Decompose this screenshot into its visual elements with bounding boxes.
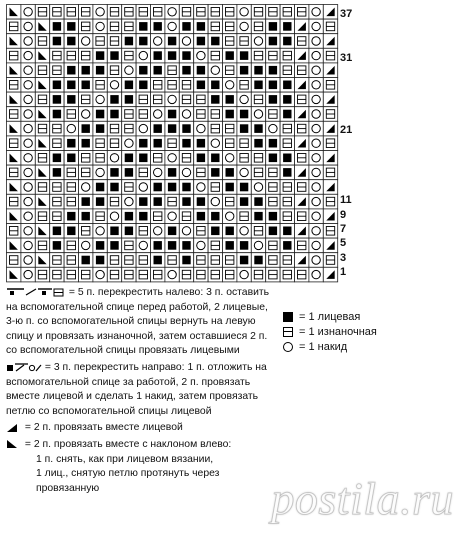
knit-mark [96,183,104,192]
chart-cell [21,238,35,253]
knit-mark [211,37,219,46]
knit-mark [283,22,291,31]
knit-mark [211,212,219,221]
knit-mark [154,51,162,60]
chart-cell [165,92,179,107]
knit-mark [211,95,219,104]
knit-mark [182,51,190,60]
row-number: 31 [340,52,353,64]
chart-cell [21,180,35,195]
knit-mark [125,95,133,104]
knit-mark [154,197,162,206]
chart-cell [309,48,323,63]
knit-mark [283,168,291,177]
chart-cell [107,151,121,166]
row-number: 11 [340,194,352,206]
chart-cell [136,48,150,63]
knit-mark [240,183,248,192]
knit-mark [96,241,104,250]
knit-mark [182,66,190,75]
knit-mark [283,81,291,90]
knit-mark [154,256,162,265]
chart-cell [323,63,337,78]
chart-cell [323,267,337,282]
knit-mark [254,81,262,90]
chart-cell [151,34,165,49]
chart-cell [21,34,35,49]
chart-cell [309,238,323,253]
knit-mark [197,37,205,46]
note-cross-left-head: = 5 п. перекрестить налево: 3 п. [68,287,224,298]
knit-mark [168,110,176,119]
row-number: 3 [340,252,347,264]
chart-cell [79,180,93,195]
knit-mark [96,51,104,60]
chart-cell [223,78,237,93]
knit-mark [139,37,147,46]
knit-mark [82,197,90,206]
knit-mark [269,95,277,104]
knit-mark [254,66,262,75]
knit-mark [240,110,248,119]
knit-mark [154,124,162,133]
knit-mark [269,37,277,46]
knit-mark [254,197,262,206]
chart-cell [179,34,193,49]
knit-mark [82,256,90,265]
cross-right-icon [6,362,42,372]
knit-mark [139,154,147,163]
knit-icon [283,312,293,322]
chart-cell [237,92,251,107]
chart-cell [122,194,136,209]
knit-mark [197,212,205,221]
chart-cell [165,5,179,20]
knit-mark [125,212,133,221]
chart-cell [93,5,107,20]
knit-mark [182,124,190,133]
legend-yo [283,340,453,354]
chart-cell [122,136,136,151]
row-number: 7 [340,223,347,235]
knit-mark [269,139,277,148]
knit-mark [110,227,118,236]
chart-cell [165,19,179,34]
chart-cell [251,34,265,49]
knit-mark [269,22,277,31]
knit-mark [197,81,205,90]
knit-mark [82,139,90,148]
knit-mark [197,139,205,148]
chart-cell [309,165,323,180]
chart-cell [251,180,265,195]
knit-mark [67,22,75,31]
chart-cell [21,78,35,93]
note-cross-right [6,361,278,419]
chart-cell [107,209,121,224]
knit-mark [154,183,162,192]
chart-cell [136,180,150,195]
chart-cell [107,78,121,93]
chart-cell [21,107,35,122]
knit-mark [197,154,205,163]
chart-cell [93,267,107,282]
note-ssk [6,438,278,496]
knit-mark [197,197,205,206]
note-ssk-line2: 1 лиц., снятую петлю протянуть через [36,468,220,480]
note-cross-right-body: на вспомогательной спице за работой, 2 п. провязать вместе лицевой и сделать 1 накид, затем провязать петлю со вспомогательной спицы лицевой [6,361,267,417]
chart-cell [309,180,323,195]
chart-cell [21,194,35,209]
knit-mark [182,139,190,148]
knit-mark [197,22,205,31]
knit-mark [53,241,61,250]
knit-mark [168,124,176,133]
note-cross-left [6,286,278,359]
knit-mark [168,51,176,60]
knit-mark [110,241,118,250]
knit-mark [240,124,248,133]
note-ssk-head: = 2 п. провязать вместе с наклоном влево: [24,438,232,450]
knit-mark [226,168,234,177]
note-cross-right-head: = 3 п. перекрестить направо: 1 п. отложить [44,361,253,373]
note-ssk-line1: 1 п. снять, как при лицевом вязании, [36,453,214,465]
knit-mark [110,95,118,104]
chart-cell [194,48,208,63]
knit-mark [254,256,262,265]
chart-cell [237,267,251,282]
knit-mark [240,241,248,250]
row-number: 37 [340,8,353,20]
chart-cell [79,34,93,49]
knit-mark [168,241,176,250]
legend-purl-label: = 1 изнаночная [299,326,377,338]
chart-cell [251,107,265,122]
chart-cell [7,267,21,282]
chart-cell [136,121,150,136]
chart-cell [21,19,35,34]
knit-mark [139,81,147,90]
knit-mark [53,37,61,46]
knit-mark [96,66,104,75]
cross-left-icon [6,287,66,297]
knit-mark [269,154,277,163]
knit-mark [67,154,75,163]
chart-cell [309,209,323,224]
chart-cell [309,19,323,34]
legend-yo-label: = 1 накид [299,341,348,353]
legend-knit-label: = 1 лицевая [299,311,361,323]
chart-cell [323,92,337,107]
knit-mark [96,256,104,265]
chart-cell [309,34,323,49]
knit-mark [269,81,277,90]
chart-cell [309,224,323,239]
chart-cell [251,238,265,253]
knit-mark [226,51,234,60]
chart-cell [237,224,251,239]
knit-mark [226,241,234,250]
knit-mark [125,37,133,46]
watermark-logo: postila.ru [271,473,454,524]
knit-mark [283,37,291,46]
knit-mark [96,124,104,133]
chart-cell [21,224,35,239]
knit-mark [226,183,234,192]
chart-cell [309,253,323,268]
knit-mark [182,22,190,31]
chart-cell [237,5,251,20]
knit-mark [96,110,104,119]
chart-cell [237,19,251,34]
chart-cell [266,121,280,136]
knit-mark [139,66,147,75]
chart-cell [194,238,208,253]
chart-cell [93,224,107,239]
knit-mark [139,22,147,31]
knit-mark [283,95,291,104]
chart-cell [165,209,179,224]
knit-mark [53,227,61,236]
knit-mark [82,66,90,75]
chart-cell [64,121,78,136]
knit-mark [269,212,277,221]
knit-mark [53,154,61,163]
row-number: 5 [340,237,347,249]
chart-cell [79,107,93,122]
row-number: 21 [340,124,353,136]
knit-mark [67,37,75,46]
knit-mark [240,66,248,75]
note-cross-left-body: оставить на вспомогательной спице перед работой, 2 лицевые, 3-ю п. со вспомогательной спицы вернуть на левую спицу и провязать изнаночной, затем оставшиеся 2 п. со вспомогательной спицы провязать лицевыми [6,287,270,357]
knit-mark [211,168,219,177]
knit-mark [283,227,291,236]
chart-cell [194,121,208,136]
knit-mark [182,241,190,250]
knit-mark [182,183,190,192]
chart-cell [151,165,165,180]
chart-cell [179,107,193,122]
chart-cell [208,63,222,78]
chart-cell [208,194,222,209]
knit-mark [53,81,61,90]
chart-cell [21,92,35,107]
chart-cell [7,63,21,78]
knit-mark [254,139,262,148]
legend-notes [6,286,278,498]
yarn-over-icon [283,342,293,352]
knit-mark [110,183,118,192]
knit-mark [283,241,291,250]
chart-cell [151,107,165,122]
chart-cell [21,63,35,78]
knit-mark [240,197,248,206]
knit-mark [110,110,118,119]
knit-mark [125,227,133,236]
chart-cell [309,121,323,136]
knit-mark [53,95,61,104]
chart-cell [165,267,179,282]
knit-mark [67,212,75,221]
chart-cell [237,165,251,180]
knit-mark [197,66,205,75]
chart-cell [309,107,323,122]
knit-mark [82,81,90,90]
chart-cell [21,136,35,151]
chart-cell [165,151,179,166]
knit-mark [53,168,61,177]
chart-cell [21,209,35,224]
knit-mark [67,139,75,148]
knit-mark [125,168,133,177]
chart-cell [93,165,107,180]
chart-cell [136,238,150,253]
knit-mark [96,197,104,206]
knitting-chart [6,4,340,284]
chart-cell [223,209,237,224]
knit-mark [226,110,234,119]
chart-cell [7,92,21,107]
knit-mark [269,227,277,236]
knit-mark [226,227,234,236]
knit-mark [154,66,162,75]
symbol-legend [283,310,453,355]
chart-cell [208,136,222,151]
note-k2tog-text: = 2 п. провязать вместе лицевой [24,422,183,434]
knit-mark [53,22,61,31]
chart-cell [79,238,93,253]
knit-mark [82,212,90,221]
chart-cell [179,224,193,239]
knit-mark [67,95,75,104]
chart-cell [309,63,323,78]
chart-cell [93,92,107,107]
chart-cell [309,5,323,20]
knit-mark [226,95,234,104]
row-number: 1 [340,266,347,278]
knit-mark [182,197,190,206]
knit-mark [82,124,90,133]
chart-cell [93,19,107,34]
chart-cell [21,5,35,20]
knit-mark [211,154,219,163]
chart-cell [122,63,136,78]
chart-cell [309,151,323,166]
knit-mark [139,212,147,221]
knit-mark [211,81,219,90]
chart-cell [35,48,49,63]
knit-mark [67,81,75,90]
chart-cell [21,165,35,180]
ssk-icon [6,439,22,449]
knit-mark [254,124,262,133]
chart-cell [21,151,35,166]
knit-mark [67,227,75,236]
chart-cell [309,267,323,282]
knit-mark [67,66,75,75]
knit-mark [168,37,176,46]
purl-icon [283,327,293,337]
legend-purl [283,325,453,339]
chart-cell [309,92,323,107]
knit-mark [139,139,147,148]
chart-cell [179,165,193,180]
note-ssk-line3: провязанную [36,482,100,494]
knit-mark [269,66,277,75]
chart-cell [21,121,35,136]
legend-knit [283,310,453,324]
knit-mark [139,197,147,206]
knit-mark [240,256,248,265]
chart-cell [151,224,165,239]
knit-mark [254,212,262,221]
chart-cell [21,48,35,63]
chart-cell [21,253,35,268]
knit-mark [240,51,248,60]
chart-cell [194,180,208,195]
chart-cell [309,78,323,93]
k2tog-icon [6,423,22,433]
knit-mark [154,22,162,31]
knit-mark [168,183,176,192]
knit-mark [211,227,219,236]
knit-mark [283,154,291,163]
chart-cell [21,267,35,282]
knit-mark [154,241,162,250]
knit-mark [168,227,176,236]
knit-mark [125,154,133,163]
knit-mark [154,139,162,148]
row-number: 9 [340,209,347,221]
knit-mark [53,110,61,119]
knit-mark [110,168,118,177]
note-k2tog [6,421,278,436]
knit-mark [168,168,176,177]
knit-mark [110,51,118,60]
knit-mark [182,256,190,265]
knit-mark [283,110,291,119]
chart-cell [223,151,237,166]
knit-mark [125,81,133,90]
chart-cell [309,136,323,151]
chart-cell [309,194,323,209]
